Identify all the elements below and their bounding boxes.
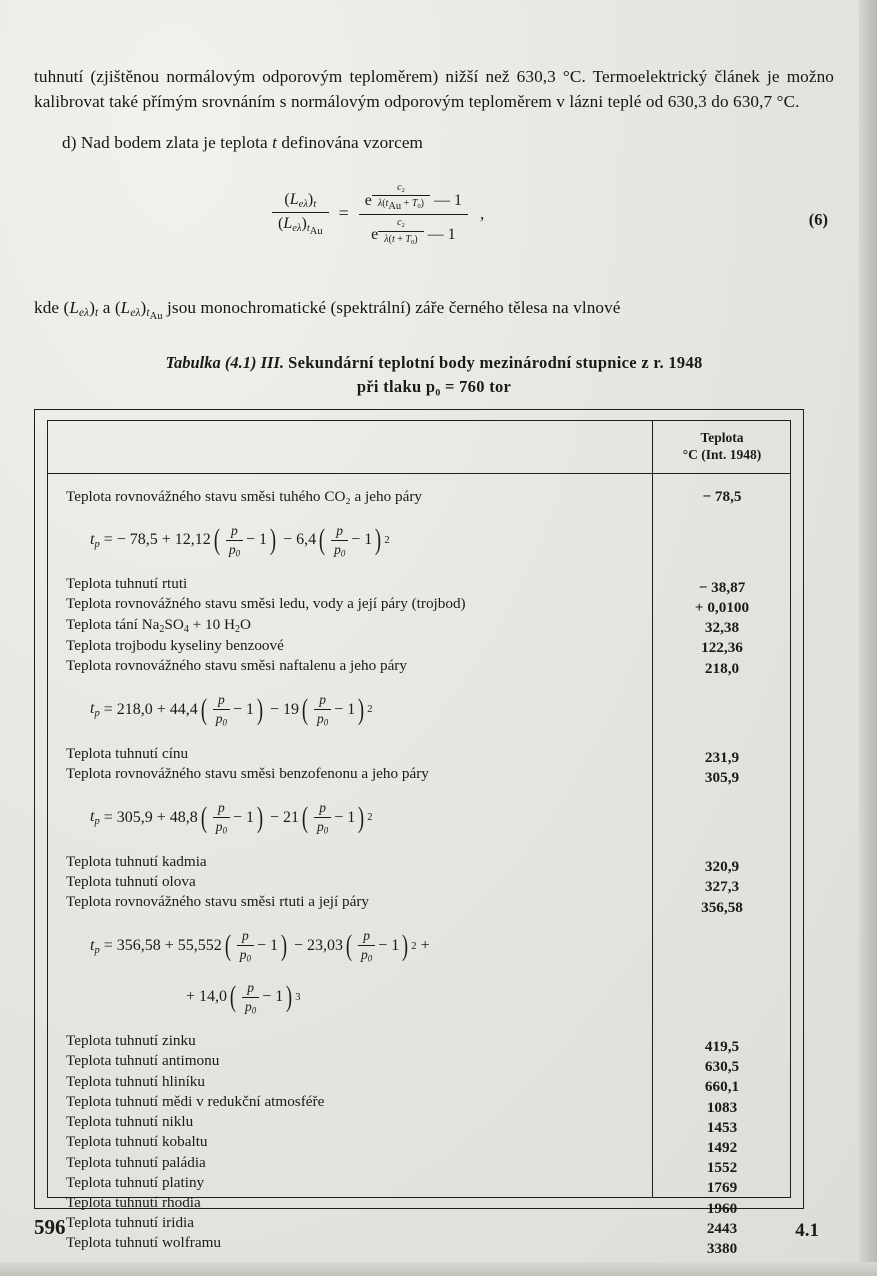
table-value: 630,5 [704,1058,740,1076]
paragraph-point-d-pre: d) Nad bodem zlata je teplota [62,133,273,153]
table-row: Teplota tuhnutí mědi v redukční atmosféře [66,1092,325,1110]
table-value: 3380 [706,1240,738,1258]
table-value: 356,58 [701,898,743,916]
table-header-line2: °C (Int. 1948) [682,446,762,462]
table-row: Teplota tuhnutí paládia [66,1153,206,1171]
table-row: Teplota tuhnutí rtuti [66,575,188,593]
a-word: a [102,297,111,317]
table-row: Teplota tání $Na_2SO_4 + 10$ $H_2O$ [66,615,251,635]
equation-benzophenone: $t_p$ = 305,9 + 48,8 ( p $p_0$ − 1 ) − 21 ( p $p_0$ − 1 ) 2 [90,800,373,836]
formula-6-lhs-numerator: $(L_{e\lambda})_t$ [272,191,329,213]
table-row: Teplota tuhnutí iridia [66,1214,195,1232]
table-value: 218,0 [704,659,740,677]
table-row: Teplota rovnovážného stavu směsi naftalenu a jeho páry [66,656,407,674]
table-value: + 0,0100 [694,598,750,616]
formula-6-comma: , [480,203,485,223]
table-row: Teplota tuhnutí rhodia [66,1193,201,1211]
table-row: Teplota tuhnutí hliníku [66,1072,205,1090]
table-value: 1960 [706,1199,738,1217]
equation-naphthalene: $t_p$ = 218,0 + 44,4 ( p $p_0$ − 1 ) − 19 ( p $p_0$ − 1 ) 2 [90,692,373,728]
table-value: 660,1 [704,1078,740,1096]
table-value: 305,9 [704,769,740,787]
page-number-right: 4.1 [795,1220,819,1241]
table-row: Teplota tuhnutí kobaltu [66,1133,208,1151]
table-row: Teplota tuhnutí antimonu [66,1052,220,1070]
table-row: Teplota tuhnutí platiny [66,1173,205,1191]
table-value: 320,9 [704,858,740,876]
table-column-divider [652,421,653,1197]
formula-6-rhs [359,182,468,246]
table-caption [34,351,834,399]
equation-mercury-line2: + 14,0 ( p $p_0$ − 1 ) 3 [186,979,301,1016]
table-row: Teplota rovnovážného stavu směsi ledu, vody a její páry (trojbod) [66,595,466,613]
table-value: − 38,87 [698,578,746,596]
kde-word: kde [34,297,60,317]
table-value: 32,38 [704,619,740,637]
table-value: 2443 [706,1219,738,1237]
table-body-values [654,473,790,1258]
table-value: − 78,5 [702,487,742,505]
table-value: 1492 [706,1139,738,1156]
formula-6 [34,174,834,270]
table-value: 1083 [706,1098,738,1116]
equation-mercury-line1: $t_p$ = 356,58 + 55,552 ( p $p_0$ − 1 ) − 23,03 ( p $p_0$ − 1 ) 2 + [90,928,430,964]
table-caption-lead: Tabulka (4.1) III. [165,352,285,372]
paragraph-after-formula-text: jsou monochromatické (spektrální) záře černého tělesa na vlnové [167,297,621,317]
table-caption-second: při tlaku p₀ = 760 tor [356,376,512,396]
formula-6-lhs-denominator: $(L_{e\lambda})_{t_{Au}}$ [278,214,323,237]
formula-6-equals: = [338,203,349,224]
page-number-left: 596 [34,1215,66,1239]
formula-6-lhs [272,191,329,237]
paragraph-after-formula: kde $(L_{e\lambda})_t$ a $(L_{e\lambda})_{t_{Au}}$ jsou monochromatické (spektrální) záře černého tělesa na vlnové [34,297,621,322]
table-header-temperature [654,421,790,473]
table-row: Teplota tuhnutí kadmia [66,852,207,870]
page-edge-right [859,0,877,1276]
table-row: Teplota tuhnutí zinku [66,1032,196,1050]
formula-6-rhs-numerator: e $^{\frac{c_2}{\lambda(t_{Au} + T_0)}}$ — 1 [359,182,468,216]
table-row: Teplota rovnovážného stavu směsi rtuti a její páry [66,893,370,911]
table-header-line1: Teplota [700,429,744,445]
table-value: 122,36 [701,639,743,657]
table-value: 327,3 [704,878,740,896]
table-row: Teplota rovnovážného stavu směsi benzofenonu a jeho páry [66,764,429,782]
equation-co2: $t_p$ = − 78,5 + 12,12 ( p $p_0$ − 1 ) − 6,4 ( p $p_0$ − 1 ) 2 [90,522,390,559]
table-row: Teplota rovnovážného stavu směsi tuhého CO₂ a jeho páry [66,487,422,505]
table-row: Teplota tuhnutí niklu [66,1113,194,1131]
table-row: Teplota trojbodu kyseliny benzoové [66,636,284,654]
table-value: 419,5 [704,1037,740,1055]
table-caption-main: Sekundární teplotní body mezinárodní stupnice z r. 1948 [288,352,703,372]
table-row: Teplota tuhnutí cínu [66,744,189,762]
paragraph-intro: tuhnutí (zjištěnou normálovým odporovým teploměrem) nižší než 630,3 °C. Termoelektrický článek je možno kalibrovat také přímým srovnáním s normálovým odporovým teploměrem v lázni teplé od 630,3 do 630,7 °C. [34,67,834,111]
table-value: 1552 [706,1159,738,1177]
page-edge-bottom [0,1262,877,1276]
formula-6-row [272,182,484,246]
table-row: Teplota tuhnutí olova [66,872,196,890]
table-value: 1453 [706,1118,738,1136]
table-row: Teplota tuhnutí wolframu [66,1234,221,1252]
formula-6-rhs-denominator: e $^{\frac{c_2}{\lambda(t + T_0)}}$ — 1 [371,217,456,247]
formula-6-number: (6) [808,209,828,229]
variable-t: t [272,133,278,153]
paragraph-point-d [34,131,834,155]
table-value: 1769 [706,1179,738,1197]
paragraph-point-d-post: definována vzorcem [277,133,424,153]
table-value: 231,9 [704,748,740,766]
